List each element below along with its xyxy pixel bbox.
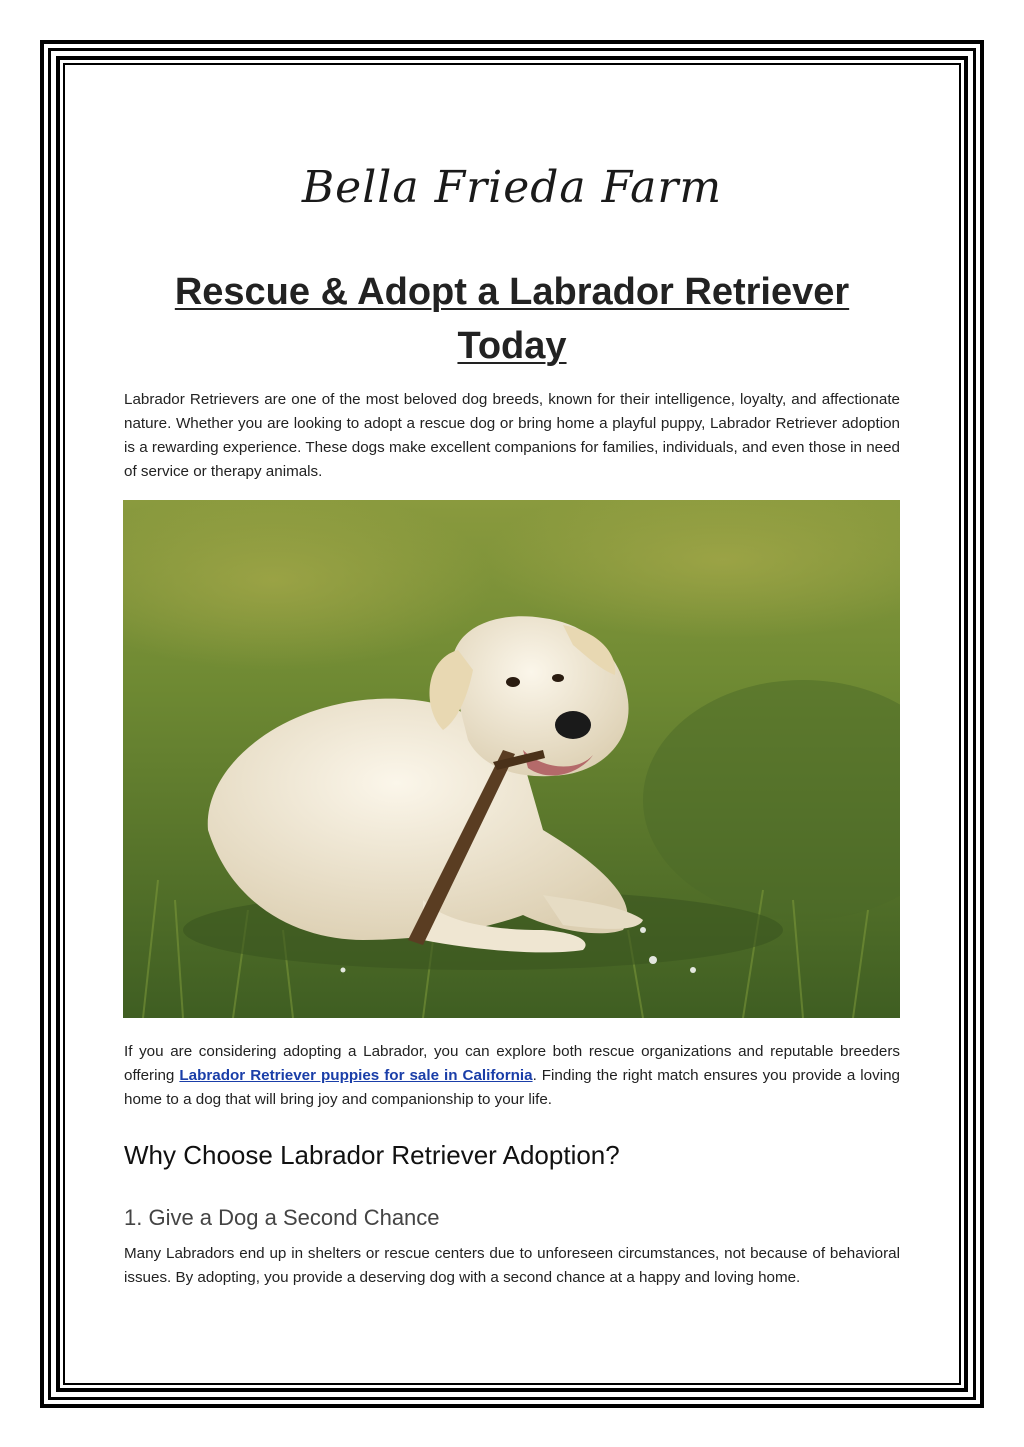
page-title bbox=[124, 265, 900, 373]
second-chance-paragraph: Many Labradors end up in shelters or rescue centers due to unforeseen circumstances, not because of behavioral issues. By adopting, you provide a deserving dog with a second chance at a happy and loving home. bbox=[124, 1245, 900, 1286]
brand-logo: Bella Frieda Farm bbox=[301, 162, 723, 213]
adoption-paragraph-after: . Finding the right match ensures you provide a loving home to a dog that will bring joy and companionship to your life. bbox=[124, 1067, 900, 1108]
puppies-for-sale-link[interactable]: Labrador Retriever puppies for sale in California bbox=[179, 1067, 533, 1084]
section-heading: Why Choose Labrador Retriever Adoption? bbox=[124, 1140, 620, 1170]
page-title-text: Rescue & Adopt a Labrador Retriever Today bbox=[174, 271, 850, 367]
labrador-photo bbox=[123, 500, 900, 1018]
subsection-heading: 1. Give a Dog a Second Chance bbox=[124, 1205, 440, 1230]
adoption-paragraph-before: If you are considering adopting a Labrador, you can explore both rescue organizations and reputable breeders offering bbox=[124, 1043, 900, 1084]
adoption-paragraph bbox=[124, 1040, 900, 1112]
labrador-photo-icon bbox=[123, 500, 900, 1018]
intro-paragraph: Labrador Retrievers are one of the most beloved dog breeds, known for their intelligence, loyalty, and affectionate nature. Whether you are looking to adopt a rescue dog or bring home a playful puppy, Labrador Retriever adoption is a rewarding experience. These dogs make excellent companions for families, individuals, and even those in need of service or therapy animals. bbox=[124, 391, 900, 480]
